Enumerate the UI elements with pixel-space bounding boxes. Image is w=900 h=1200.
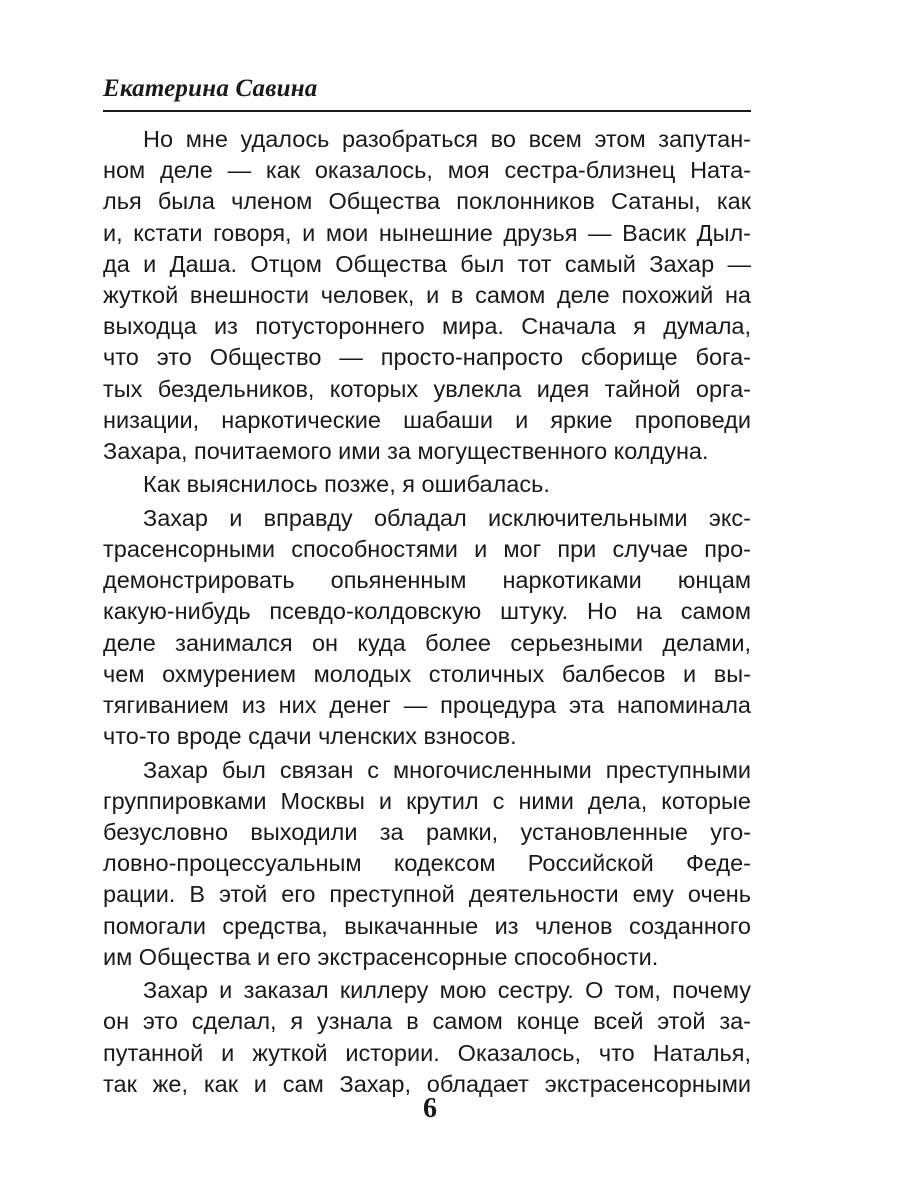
paragraph [103,503,751,753]
page-number: 6 [423,1093,437,1124]
text-line: он это сделал, я узнала в самом конце всей этой за- [103,1008,751,1035]
paragraph [103,975,751,1100]
text-line: низации, наркотические шабаши и яркие проповеди [103,406,751,433]
paragraph [103,124,751,467]
text-line: жуткой внешности человек, и в самом деле похожий на [103,281,751,308]
paragraph [103,469,751,500]
text-line: и, кстати говоря, и мои нынешние друзья — Васик Дыл- [103,219,751,246]
text-line: рации. В этой его преступной деятельности ему очень [103,881,751,908]
text-line: что это Общество — просто-напросто сборище бога- [103,344,751,371]
text-line: помогали средства, выкачанные из членов созданного [103,912,751,939]
text-line: демонстрировать опьяненным наркотиками юнцам [103,567,751,594]
text-line: группировками Москвы и крутил с ними дела, которые [103,787,751,814]
text-line: безусловно выходили за рамки, установленные уго- [103,819,751,846]
text-line: Захар и вправду обладал исключительными экс- [143,504,751,531]
running-title: Екатерина Савина [103,75,318,102]
text-line: какую-нибудь псевдо-колдовскую штуку. Но на самом [103,598,751,625]
text-line: Но мне удалось разобраться во всем этом запутан- [143,126,751,152]
text-line: ловно-процессуальным кодексом Российской Феде- [103,850,751,877]
text-line: деле занимался он куда более серьезными делами, [103,629,751,656]
text-line: чем охмурением молодых столичных балбесов и вы- [103,660,751,687]
text-line: что-то вроде сдачи членских взносов. [103,723,517,750]
text-line: тых бездельников, которых увлекла идея тайной орга- [103,375,751,402]
text-line: ном деле — как оказалось, моя сестра-близнец Ната- [103,157,751,184]
text-line: выходца из потустороннего мира. Сначала я думала, [103,313,751,340]
text-line: да и Даша. Отцом Общества был тот самый Захар — [103,250,751,277]
text-line: лья была членом Общества поклонников Сатаны, как [103,188,751,215]
paragraph [103,755,751,973]
text-line: Как выяснилось позже, я ошибалась. [143,471,550,498]
header-rule [103,110,751,112]
body-text [103,124,751,1102]
text-line: Захар и заказал киллеру мою сестру. О том, почему [143,977,751,1004]
text-line: Захара, почитаемого ими за могущественного колдуна. [103,437,709,464]
text-line: Захар был связан с многочисленными преступными [143,756,751,783]
text-line: тягиванием из них денег — процедура эта напоминала [103,691,751,718]
text-line: путанной и жуткой истории. Оказалось, что Наталья, [103,1039,751,1066]
text-line: трасенсорными способностями и мог при случае про- [103,536,751,563]
text-line: им Общества и его экстрасенсорные способности. [103,943,659,970]
text-line: так же, как и сам Захар, обладает экстрасенсорными [103,1070,751,1097]
